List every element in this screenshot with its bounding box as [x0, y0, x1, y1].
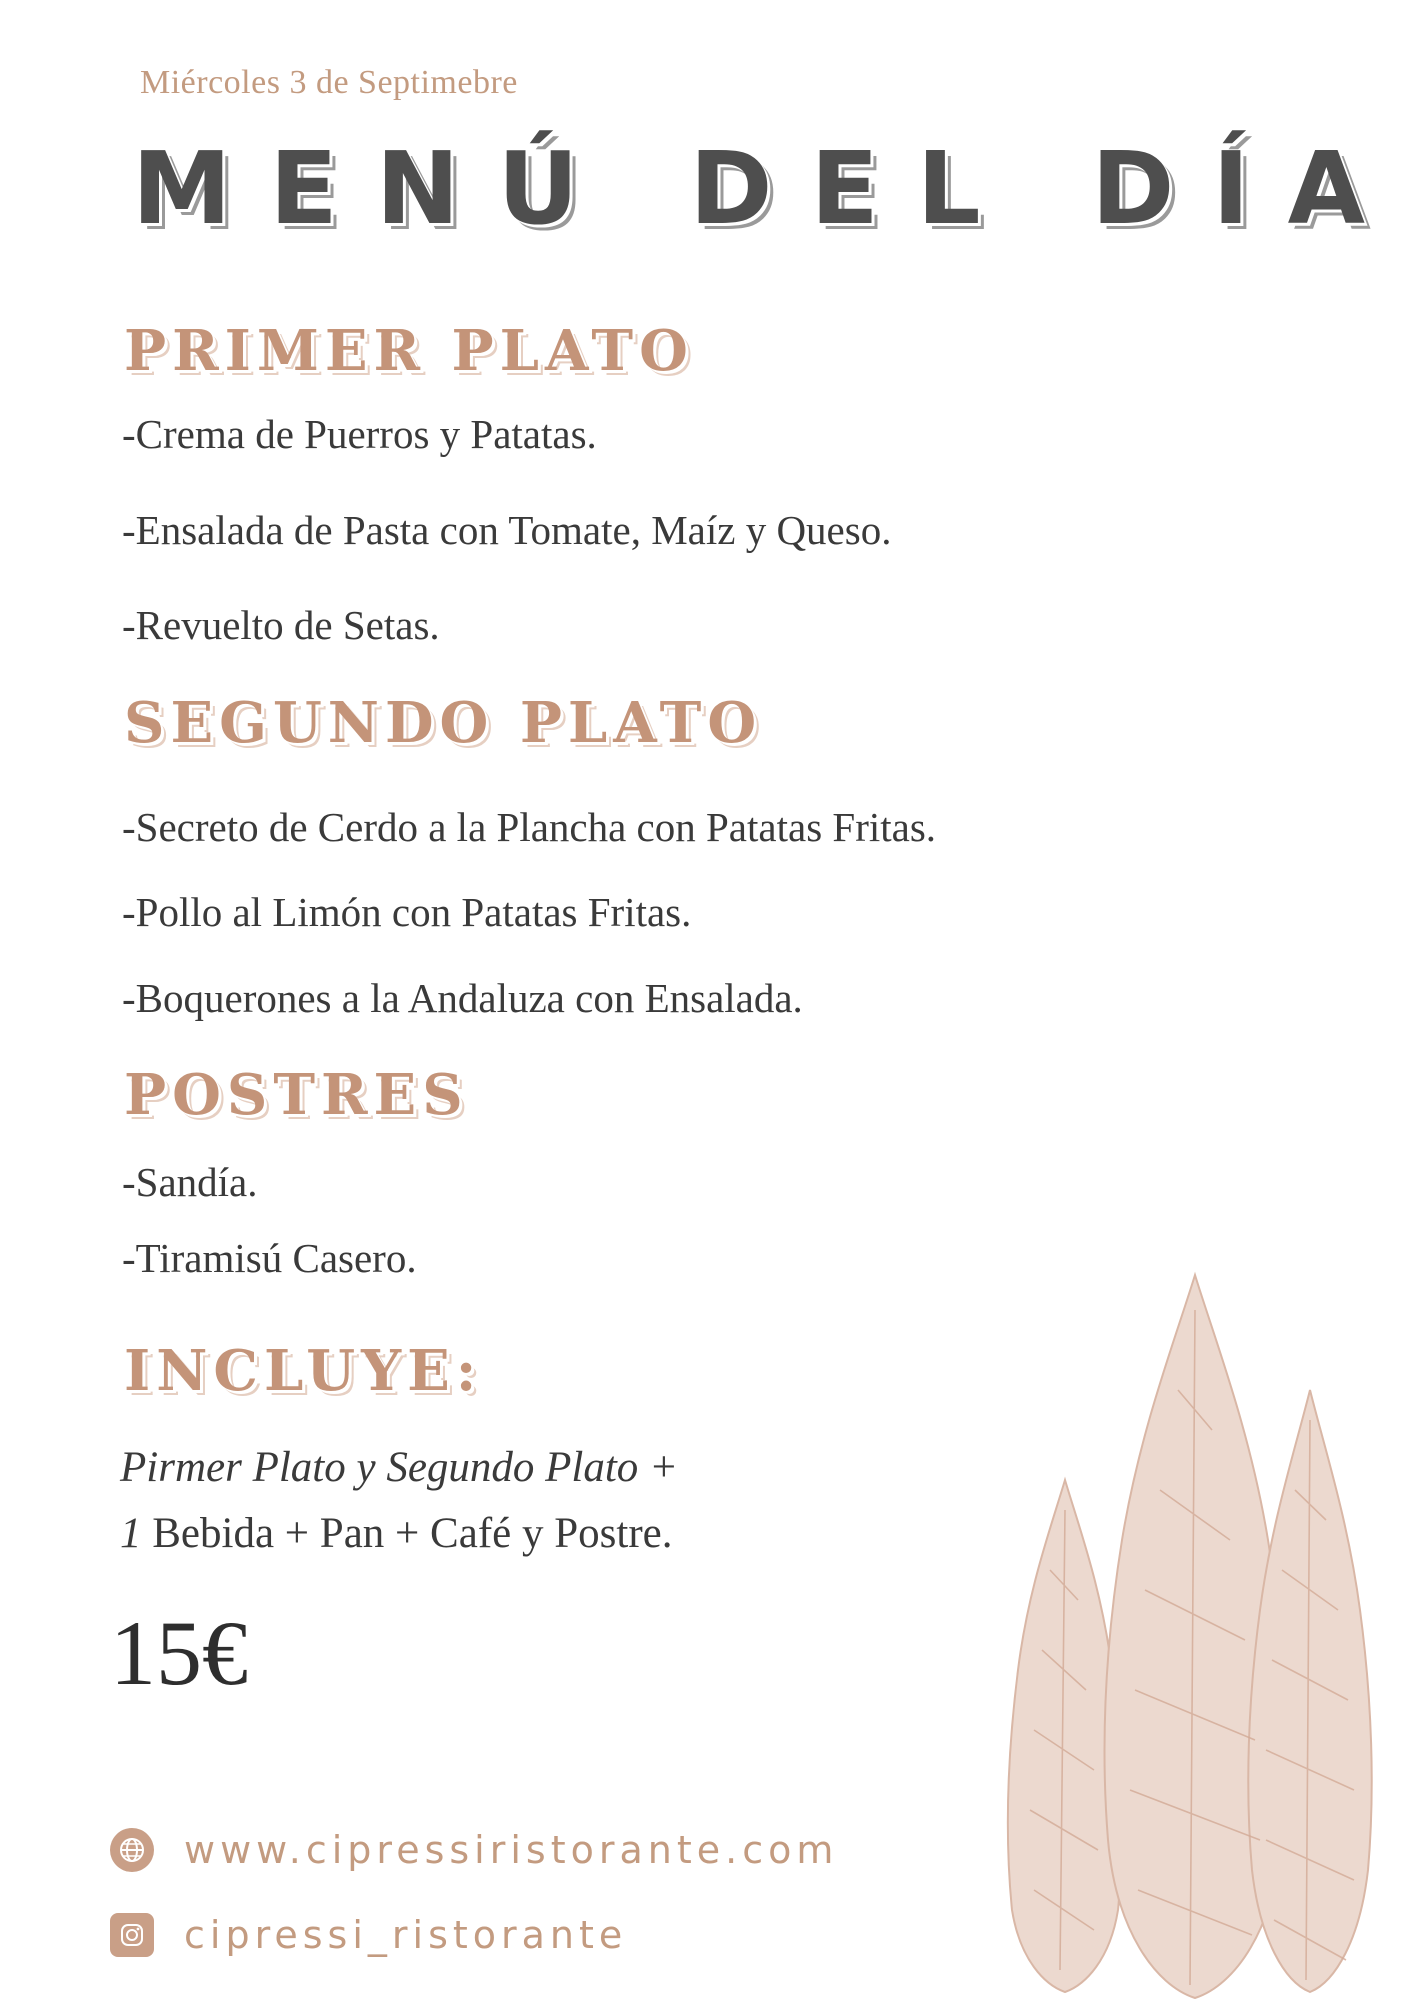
includes-line-1: Pirmer Plato y Segundo Plato +: [120, 1444, 679, 1491]
menu-item: -Secreto de Cerdo a la Plancha con Patatas Fritas.: [122, 804, 937, 850]
menu-item: -Revuelto de Setas.: [122, 602, 440, 648]
instagram-icon: [110, 1913, 154, 1957]
website-link[interactable]: [110, 1828, 838, 1872]
menu-item: -Boquerones a la Andaluza con Ensalada.: [122, 975, 803, 1021]
section-title-primer-plato: PRIMER PLATO: [124, 318, 694, 384]
page-title: MENÚ DEL DÍA: [132, 130, 1403, 247]
menu-date: Miércoles 3 de Septimebre: [140, 64, 518, 101]
section-title-segundo-plato: SEGUNDO PLATO: [124, 690, 763, 756]
menu-item: -Crema de Puerros y Patatas.: [122, 411, 597, 457]
instagram-handle: cipressi_ristorante: [184, 1913, 628, 1957]
globe-icon: [110, 1828, 154, 1872]
includes-text: [120, 1435, 678, 1567]
section-title-postres: POSTRES: [124, 1062, 469, 1128]
cypress-trees-illustration: [990, 1270, 1390, 2000]
website-url: www.cipressiristorante.com: [184, 1828, 839, 1872]
menu-item: -Ensalada de Pasta con Tomate, Maíz y Queso.: [122, 507, 892, 553]
menu-item: -Tiramisú Casero.: [122, 1235, 417, 1281]
section-title-incluye: INCLUYE:: [124, 1338, 483, 1404]
includes-line-2-rest: Bebida + Pan + Café y Postre.: [141, 1510, 673, 1557]
menu-item: -Pollo al Limón con Patatas Fritas.: [122, 889, 692, 935]
menu-item: -Sandía.: [122, 1159, 258, 1205]
includes-drink-count: 1: [120, 1510, 142, 1557]
instagram-link[interactable]: [110, 1913, 627, 1957]
includes-line-2: [120, 1501, 678, 1567]
menu-price: 15€: [110, 1602, 248, 1704]
